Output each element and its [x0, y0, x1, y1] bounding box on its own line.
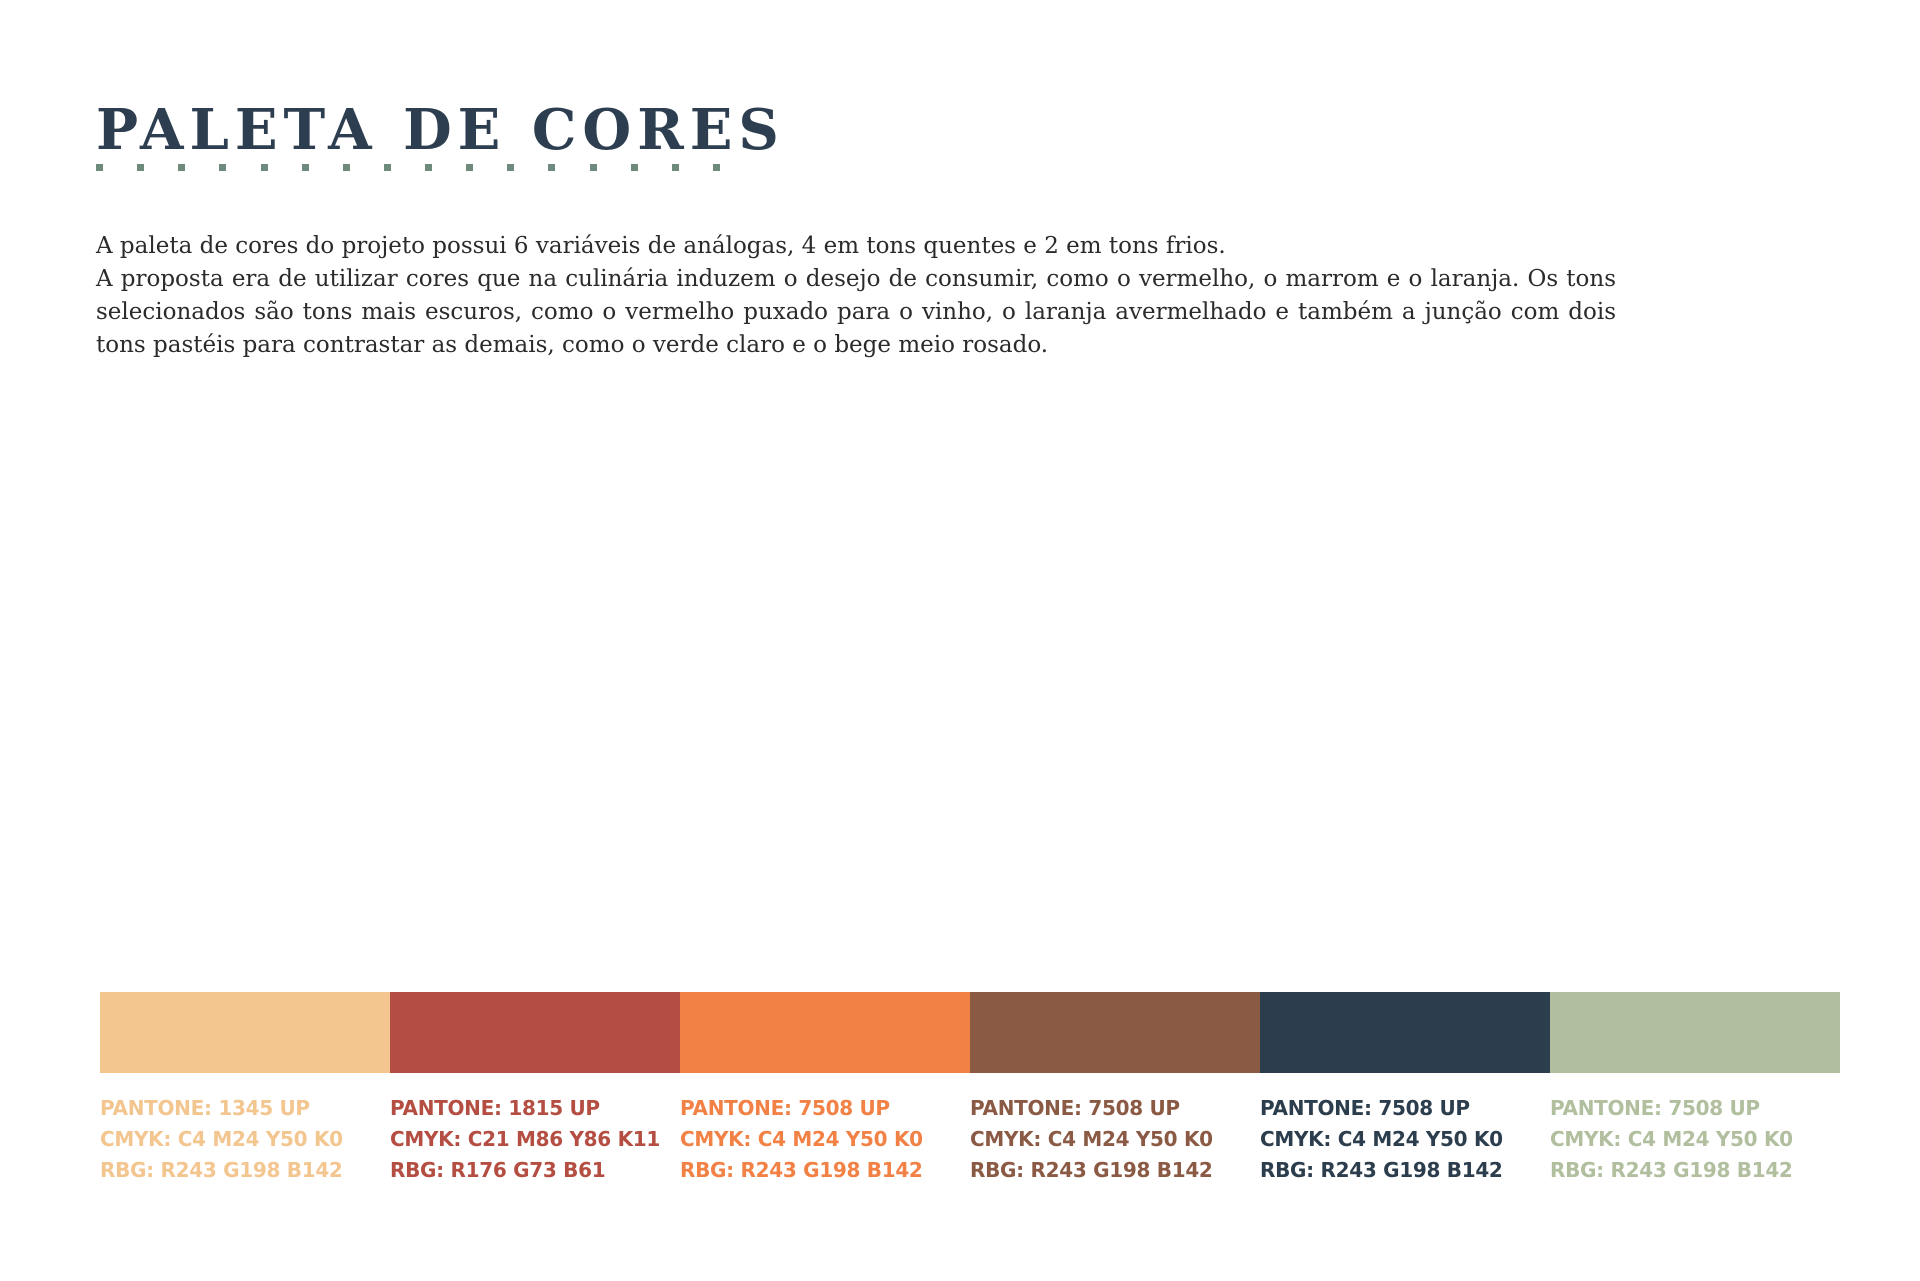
color-codes [680, 1093, 970, 1186]
color-codes [100, 1093, 390, 1186]
underline-dot [137, 164, 144, 171]
color-palette [100, 992, 1840, 1186]
underline-dot [96, 164, 103, 171]
underline-dot [261, 164, 268, 171]
cmyk-code: CMYK: C21 M86 Y86 K11 [390, 1127, 660, 1151]
underline-dot [384, 164, 391, 171]
rgb-code: RBG: R243 G198 B142 [100, 1158, 343, 1182]
underline-dot [466, 164, 473, 171]
pantone-code: PANTONE: 7508 UP [1550, 1096, 1760, 1120]
underline-dot [219, 164, 226, 171]
rgb-code: RBG: R243 G198 B142 [1260, 1158, 1503, 1182]
color-swatch [1260, 992, 1550, 1073]
rgb-code: RBG: R243 G198 B142 [970, 1158, 1213, 1182]
underline-dot [672, 164, 679, 171]
underline-dot [590, 164, 597, 171]
underline-dot [548, 164, 555, 171]
color-swatch [970, 992, 1260, 1073]
palette-color-3 [680, 992, 970, 1186]
cmyk-code: CMYK: C4 M24 Y50 K0 [970, 1127, 1213, 1151]
color-codes [390, 1093, 680, 1186]
pantone-code: PANTONE: 7508 UP [1260, 1096, 1470, 1120]
underline-dot [507, 164, 514, 171]
palette-color-6 [1550, 992, 1840, 1186]
pantone-code: PANTONE: 7508 UP [970, 1096, 1180, 1120]
pantone-code: PANTONE: 1345 UP [100, 1096, 310, 1120]
pantone-code: PANTONE: 7508 UP [680, 1096, 890, 1120]
color-swatch [390, 992, 680, 1073]
pantone-code: PANTONE: 1815 UP [390, 1096, 600, 1120]
color-swatch [100, 992, 390, 1073]
cmyk-code: CMYK: C4 M24 Y50 K0 [1550, 1127, 1793, 1151]
cmyk-code: CMYK: C4 M24 Y50 K0 [680, 1127, 923, 1151]
color-codes [1550, 1093, 1840, 1186]
underline-dot [631, 164, 638, 171]
title-dotted-underline [96, 164, 720, 172]
cmyk-code: CMYK: C4 M24 Y50 K0 [1260, 1127, 1503, 1151]
rgb-code: RBG: R176 G73 B61 [390, 1158, 606, 1182]
underline-dot [178, 164, 185, 171]
intro-paragraph-1: A paleta de cores do projeto possui 6 variáveis de análogas, 4 em tons quentes e 2 em tons frios. [96, 233, 1226, 259]
palette-color-5 [1260, 992, 1550, 1186]
underline-dot [302, 164, 309, 171]
color-codes [1260, 1093, 1550, 1186]
page-title: PALETA DE CORES [96, 97, 785, 163]
color-codes [970, 1093, 1260, 1186]
color-swatch [680, 992, 970, 1073]
intro-paragraph-2: A proposta era de utilizar cores que na culinária induzem o desejo de consumir, como o vermelho, o marrom e o laranja. Os tons selecionados são tons mais escuros, como o vermelho puxado para o vinho, o laranja avermelhado e também a junção com dois tons pastéis para contrastar as demais, como o verde claro e o bege meio rosado. [96, 266, 1616, 358]
cmyk-code: CMYK: C4 M24 Y50 K0 [100, 1127, 343, 1151]
palette-color-4 [970, 992, 1260, 1186]
rgb-code: RBG: R243 G198 B142 [680, 1158, 923, 1182]
underline-dot [425, 164, 432, 171]
rgb-code: RBG: R243 G198 B142 [1550, 1158, 1793, 1182]
underline-dot [713, 164, 720, 171]
intro-text [96, 230, 1616, 362]
color-swatch [1550, 992, 1840, 1073]
palette-color-1 [100, 992, 390, 1186]
palette-color-2 [390, 992, 680, 1186]
underline-dot [343, 164, 350, 171]
